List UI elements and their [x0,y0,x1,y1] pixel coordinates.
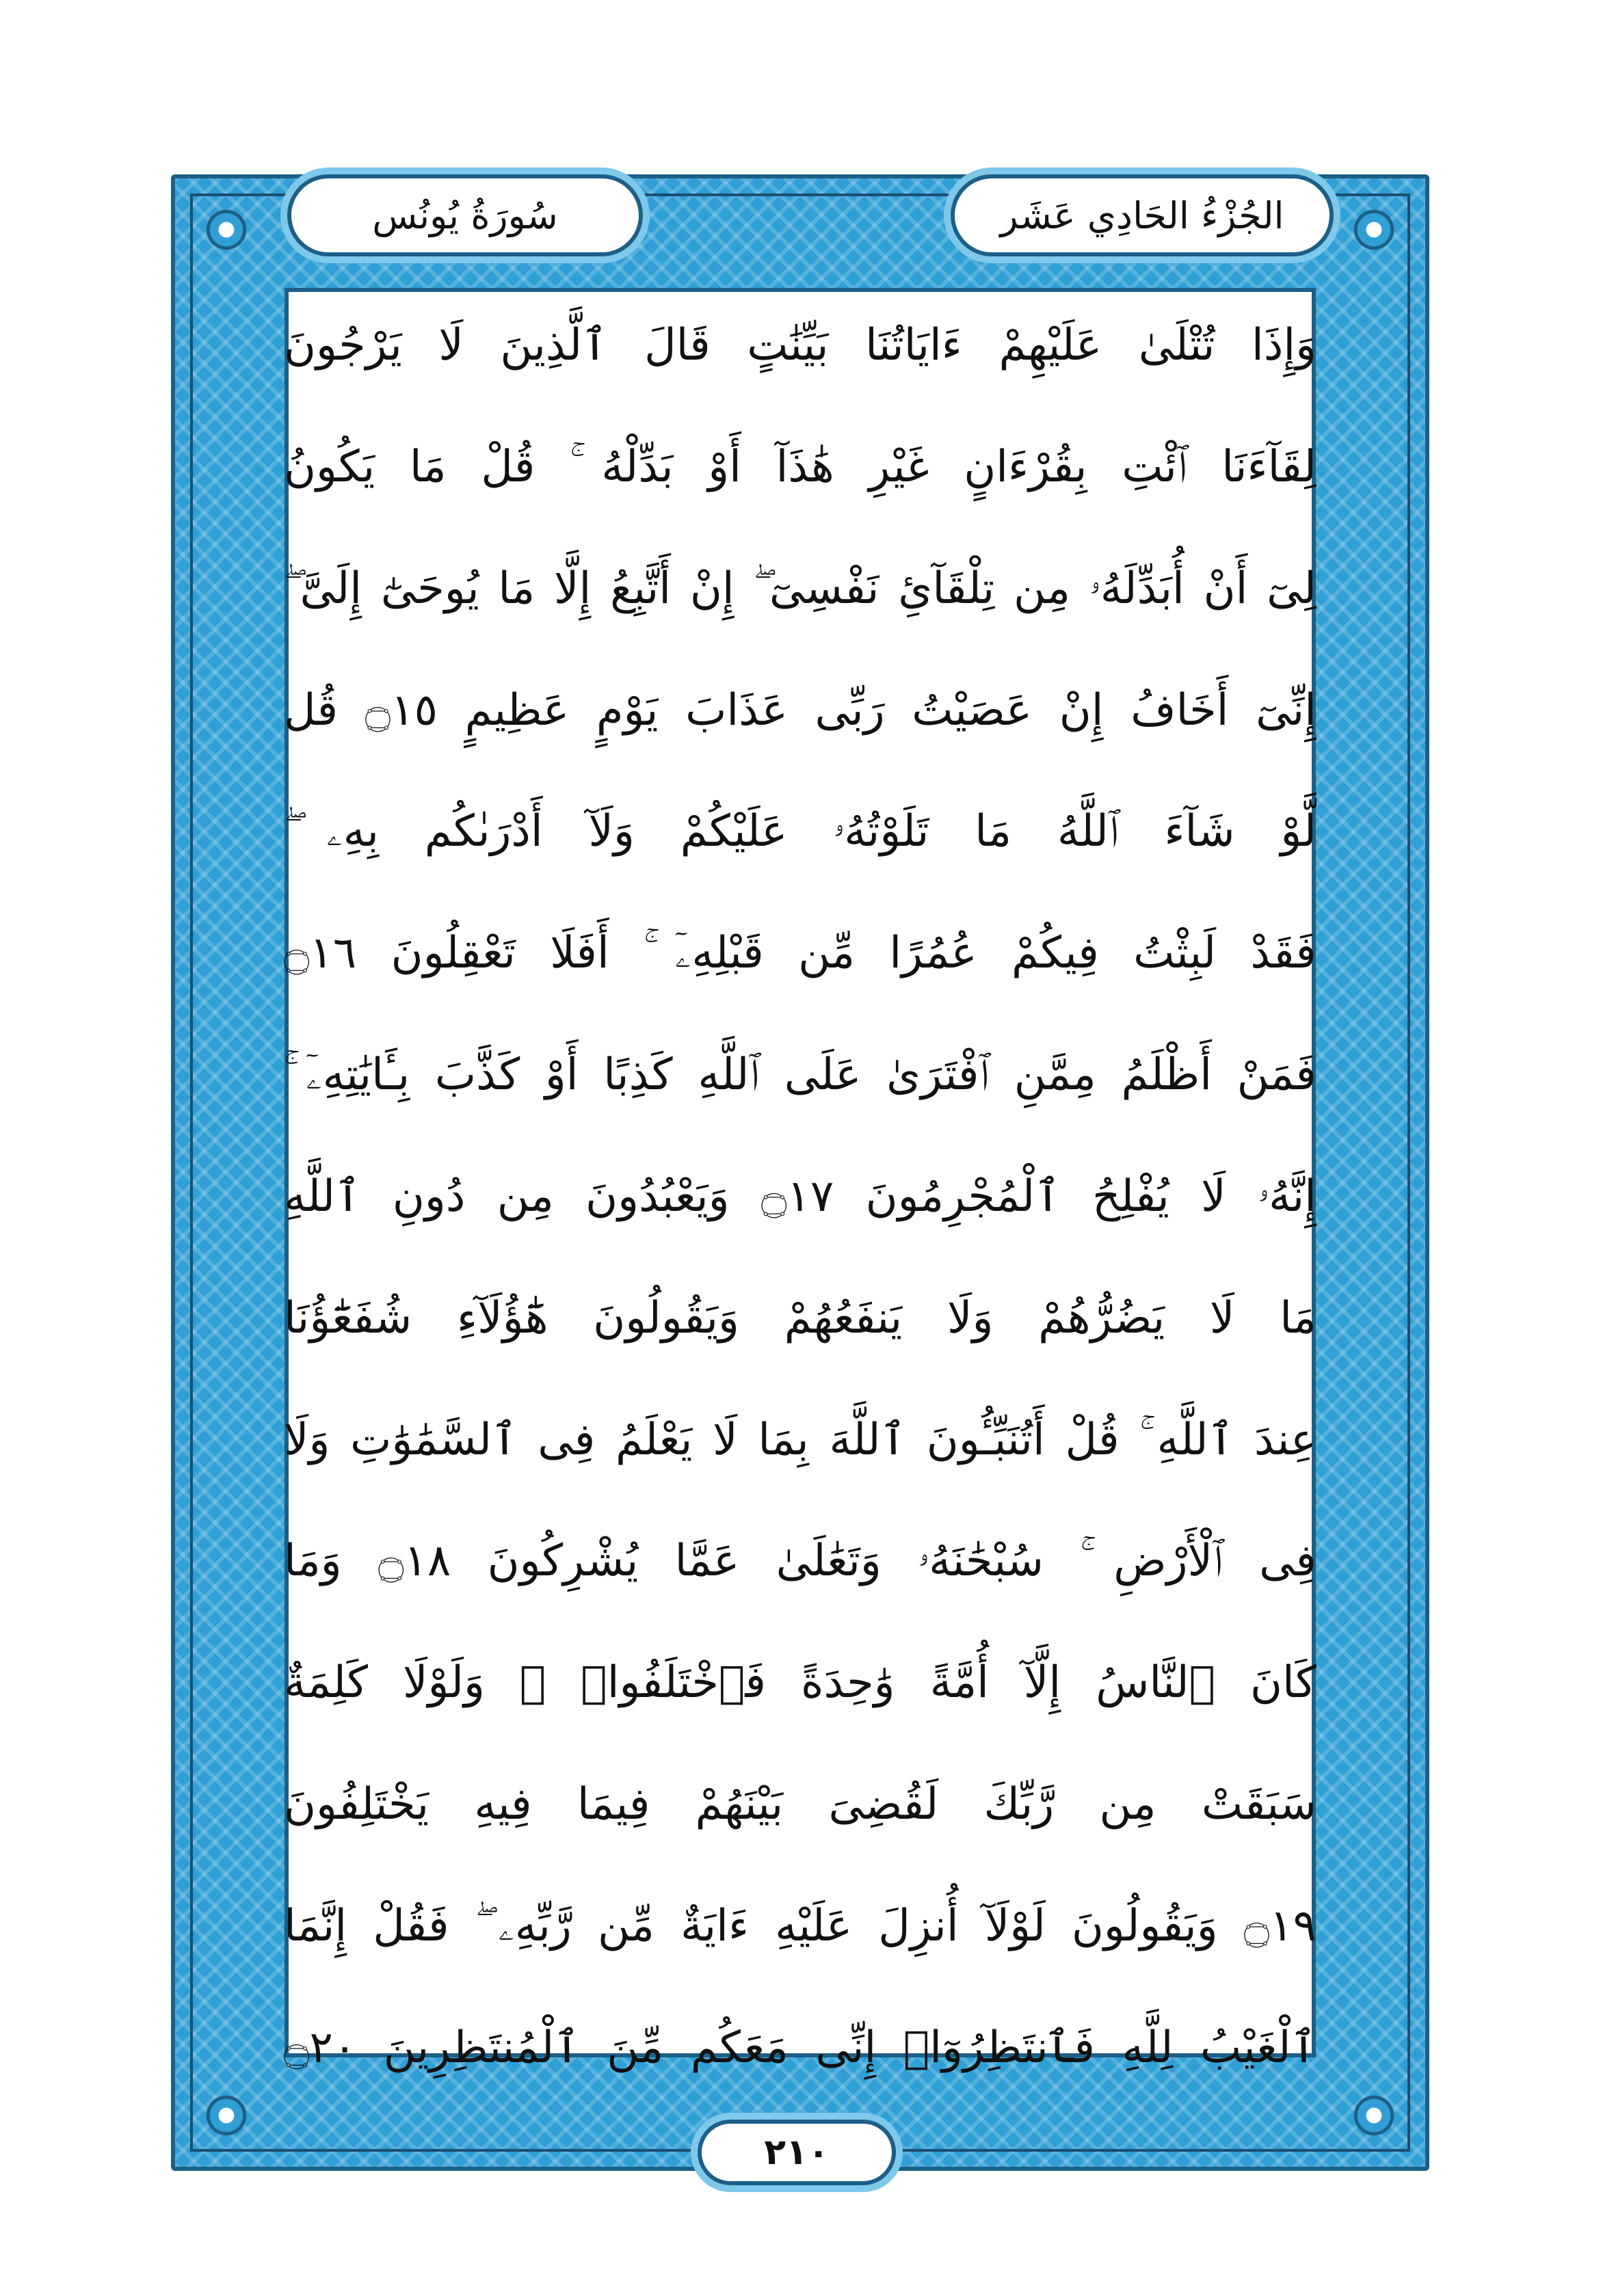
corner-ornament-icon [202,2092,250,2139]
text-line: كَانَ ٱلنَّاسُ إِلَّآ أُمَّةً وَٰحِدَةً فَٱخْتَلَفُوا۟ ۚ وَلَوْلَا كَلِمَةٌ [284,1657,1316,1709]
juz-name: الجُزْءُ الحَادِي عَشَر [1000,193,1284,237]
text-line: فِى ٱلْأَرْضِ ۚ سُبْحَٰنَهُۥ وَتَعَٰلَىٰ عَمَّا يُشْرِكُونَ ۝١٨ وَمَا [284,1536,1316,1587]
text-line: لِقَآءَنَا ٱئْتِ بِقُرْءَانٍ غَيْرِ هَٰذَآ أَوْ بَدِّلْهُ ۚ قُلْ مَا يَكُونُ [284,441,1316,492]
juz-name-cartouche [951,174,1334,256]
corner-ornament-icon [1350,206,1398,254]
text-line: إِنِّىٓ أَخَافُ إِنْ عَصَيْتُ رَبِّى عَذَابَ يَوْمٍ عَظِيمٍ ۝١٥ قُل [284,684,1316,736]
text-line: فَقَدْ لَبِثْتُ فِيكُمْ عُمُرًا مِّن قَبْلِهِۦٓ ۚ أَفَلَا تَعْقِلُونَ ۝١٦ [284,928,1316,979]
text-line: إِنَّهُۥ لَا يُفْلِحُ ٱلْمُجْرِمُونَ ۝١٧ وَيَعْبُدُونَ مِن دُونِ ٱللَّهِ [284,1171,1316,1222]
surah-name: سُورَةُ يُونُس [372,193,558,237]
text-line: فَمَنْ أَظْلَمُ مِمَّنِ ٱفْتَرَىٰ عَلَى ٱللَّهِ كَذِبًا أَوْ كَذَّبَ بِـَٔايَٰتِهِۦٓ ۚ [284,1050,1316,1101]
text-line: لِىٓ أَنْ أُبَدِّلَهُۥ مِن تِلْقَآئِ نَفْسِىٓ ۖ إِنْ أَتَّبِعُ إِلَّا مَا يُوحَىٰٓ إِلَىَّ ۖ [284,563,1316,614]
quran-text [284,294,1316,2099]
text-line: سَبَقَتْ مِن رَّبِّكَ لَقُضِىَ بَيْنَهُمْ فِيمَا فِيهِ يَخْتَلِفُونَ [284,1779,1316,1830]
page-number-cartouche [698,2120,896,2185]
text-line: عِندَ ٱللَّهِ ۚ قُلْ أَتُنَبِّـُٔونَ ٱللَّهَ بِمَا لَا يَعْلَمُ فِى ٱلسَّمَٰوَٰتِ وَلَا [284,1414,1316,1465]
text-line: وَإِذَا تُتْلَىٰ عَلَيْهِمْ ءَايَاتُنَا بَيِّنَٰتٍ قَالَ ٱلَّذِينَ لَا يَرْجُونَ [284,320,1316,371]
page-number: ٢١٠ [764,2132,830,2173]
text-line: لَّوْ شَآءَ ٱللَّهُ مَا تَلَوْتُهُۥ عَلَيْكُمْ وَلَآ أَدْرَىٰكُم بِهِۦ ۖ [284,806,1316,857]
corner-ornament-icon [202,206,250,254]
text-line: ٱلْغَيْبُ لِلَّهِ فَٱنتَظِرُوٓا۟ إِنِّى مَعَكُم مِّنَ ٱلْمُنتَظِرِينَ ۝٢٠ [284,2022,1316,2073]
text-line: ۝١٩ وَيَقُولُونَ لَوْلَآ أُنزِلَ عَلَيْهِ ءَايَةٌ مِّن رَّبِّهِۦ ۖ فَقُلْ إِنَّمَا [284,1900,1316,1951]
surah-name-cartouche [287,174,643,256]
text-line: مَا لَا يَضُرُّهُمْ وَلَا يَنفَعُهُمْ وَيَقُولُونَ هَٰٓؤُلَآءِ شُفَعَٰٓؤُنَا [284,1292,1316,1344]
corner-ornament-icon [1350,2092,1398,2139]
